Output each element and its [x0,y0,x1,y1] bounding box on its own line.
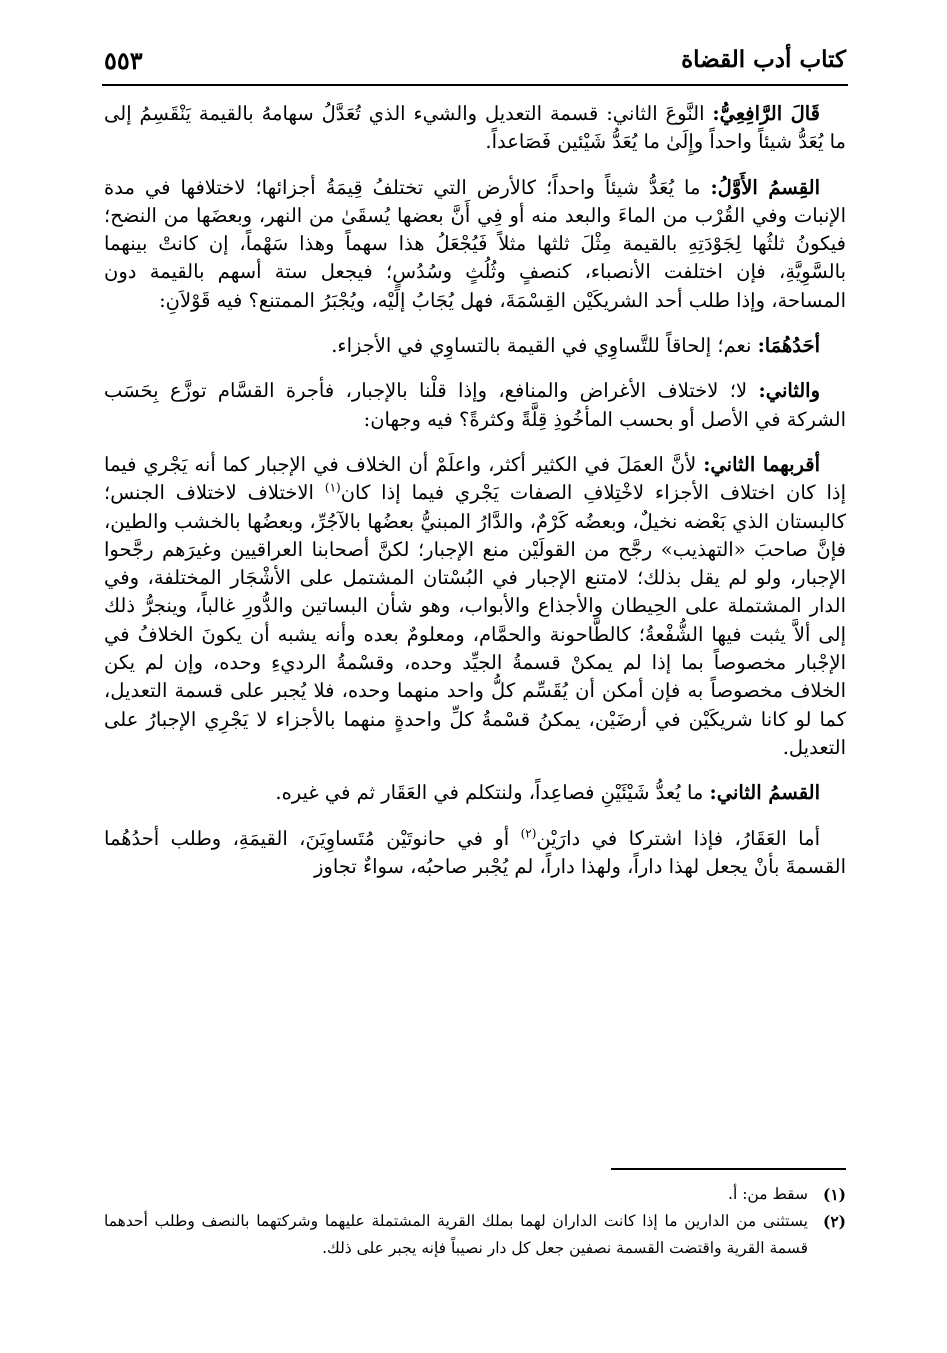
main-text [104,100,846,898]
paragraph-lead: أقربهما الثاني: [703,452,821,476]
paragraph-text: لأنَّ العمَلَ في الكثير أكثر، واعلَمْ أن الخلاف في الإجبار كما أنه يَجْري فيما إذا كان اختلاف الأجزاء لاخْتِلافِ الصفات يَجْري فيما إذا كان [104,452,846,505]
paragraph-lead: القِسمُ الأَوَّلُ: [710,175,820,199]
footnote-number: (١) [822,1185,846,1204]
paragraph [104,779,846,807]
footnote-text: يستثنى من الدارين ما إذا كانت الداران لهما بملك القرية المشتملة عليهما وشركتهما بالنصف وطلب أحدهما قسمة القرية واقتضت القسمة نصفين جعل كل دار نصيباً فإنه يجبر على ذلك. [104,1212,808,1257]
paragraph-text: الاختلاف لاختلاف الجنس؛ كالبستان الذي بَعْضه نخيلٌ، وبعضُه كَرْمٌ، والدَّارُ المبنيُّ بعضُها بالآجُرِّ، وبعضُها بالخشب والطين، فإنَّ صاحبَ «التهذيب» رجَّح من القولَيْن منع الإجبار؛ لكنَّ أصحابنا العراقيين وغيرَهم رجَّحوا الإجبار، ولو لم يقل بذلك؛ لامتنع الإجبار في البُسْتان المشتمل على الأشْجَار المختلفة، وفي الدار المشتملة على الحِيطان والأجذاع والأبواب، وهو شأن البساتين والدُّورِ غالباً، وينجرُّ ذلك إلى ألاَّ يثبت فيها الشُّفْعةُ؛ كالطَّاحونة والحمَّام، ومعلومٌ بعده وأنه يشبه أن يكونَ الخلافُ في الإجْبار مخصوصاً بما إذا لم يمكنْ قسمةُ الجيِّد وحده، وقسْمةُ الرديءِ وحده، وإن لم يكن الخلاف مخصوصاً به فإن أمكن أن يُقَسِّم كلُّ واحد منهما وحده، فلا يُجبر على قسمة التعديل، كما لو كانا شريكَيْن في أرضَيْن، يمكنُ قسْمةُ كلِّ واحدةٍ منهما بالأجزاء لا يَجْرِي الإجبارُ على التعديل. [104,481,846,759]
paragraph-lead: قَالَ الرَّافِعِيُّ: [712,102,821,125]
paragraph-lead: القسمُ الثاني: [709,781,820,805]
paragraph-text: ما يُعَدُّ شيئاً واحداً؛ كالأرض التي تختلفُ قِيمَةُ أجزائها؛ لاختلافها في مدة الإنبات وفي القُرْب من الماءَ والبعد منه أو فِي أَنَّ بعضها يُسقَىٰ من النهر، وبعضَها من النضح؛ فيكونُ ثلثُها لِجَوْدَتِهِ بالقيمة مِثْلَ ثلثها مثلاً فَيُجْعَلُ هذا سهماً وهذا سَهْماً، إن كانتْ بينهما بالسَّوِيَّةِ، فإن اختلفت الأنصباء، كنصفٍ وثُلُثٍ وسُدُسٍ؛ فيجعل ستة أسهم بالقيمة دون المساحة، وإذا طلب أحد الشريكَيْن القِسْمَةَ، فهل يُجَابُ إلَيْه، ويُجْبَرُ الممتنع؟ فيه قَوْلاَنِ: [104,175,846,312]
footnote-number: (٢) [822,1212,846,1231]
page-header [104,44,846,86]
paragraph-text: أما العَقَارُ، فإذا اشتركا في دارَيْن [536,826,820,850]
paragraph-text: لا؛ لاختلاف الأغراض والمنافع، وإذا قلْنا بالإجبار، فأجرة القسَّام توزَّع بِحَسَب الشركة في الأصل أو بحسب المأخُوذِ قِلَّةً وكثرةً؟ فيه وجهان: [104,379,846,431]
header-rule [102,84,848,86]
paragraph-text: أو في حانوتَيْن مُتَساوِيَنَ، القيمَةِ، وطلب أحدُهُما القسمةَ بأنْ يجعل لهذا داراً، ولهذا داراً، لم يُجْبر صاحبُه، سواءٌ تجاوز [104,826,846,878]
footnote-reference: (٢) [520,826,537,841]
footnote-separator [611,1168,846,1170]
footnote-text: سقط من: أ. [728,1185,808,1203]
paragraph-text: ما يُعدُّ شَيْئَيْنِ فصاعِداً، ولنتكلم في العَقَار ثم في غيره. [275,781,710,805]
paragraph [104,825,846,882]
paragraph-text: النَّوعَ الثاني: قسمة التعديل والشيء الذي تُعَدَّلُ سهامهُ بالقيمة يَنْقَسِمُ إلى ما يُعَدُّ شيئاً واحداً وإِلَىٰ ما يُعَدُّ شَيْئين فَصَاعداً. [104,102,846,154]
footnote [104,1208,846,1262]
paragraph [104,100,846,157]
paragraph [104,377,846,434]
paragraph-text: نعم؛ إلحاقاً للتَّساوِي في القيمة بالتساوِي في الأجزاء. [331,334,758,358]
paragraph-lead: أحَدُهُمَا: [757,334,820,358]
page-number: ٥٥٣ [104,46,143,75]
footnote-reference: (١) [324,480,341,495]
running-title: كتاب أدب القضاة [681,46,846,73]
paragraph [104,332,846,360]
footnotes [104,1181,846,1262]
paragraph [104,174,846,315]
footnote [104,1181,846,1208]
paragraph-lead: والثاني: [758,379,820,403]
paragraph [104,451,846,762]
